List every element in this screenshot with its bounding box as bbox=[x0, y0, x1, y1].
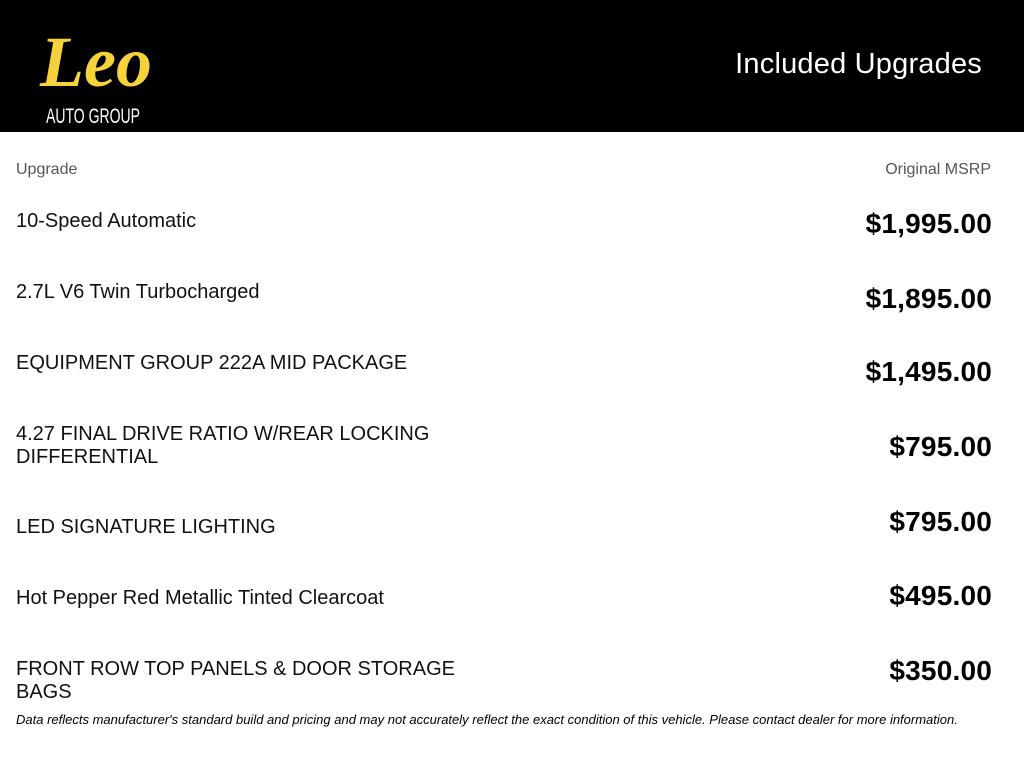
upgrade-price: $795.00 bbox=[889, 431, 992, 462]
header-bar bbox=[0, 0, 1024, 132]
upgrade-name: Hot Pepper Red Metallic Tinted Clearcoat bbox=[16, 587, 384, 609]
upgrade-price: $495.00 bbox=[889, 580, 992, 611]
upgrade-price: $1,895.00 bbox=[865, 283, 992, 314]
upgrade-column-header: Upgrade bbox=[16, 161, 78, 178]
msrp-column-header: Original MSRP bbox=[885, 161, 991, 178]
leo-auto-group-logo bbox=[36, 4, 152, 128]
upgrade-row bbox=[16, 654, 992, 714]
upgrade-name: 2.7L V6 Twin Turbocharged bbox=[16, 281, 260, 303]
disclaimer-text: Data reflects manufacturer's standard build and pricing and may not accurately reflect the exact condition of this vehicle. Please contact dealer for more information. bbox=[16, 712, 958, 727]
upgrade-price: $1,495.00 bbox=[865, 356, 992, 387]
upgrade-row bbox=[16, 208, 992, 268]
upgrade-row bbox=[16, 280, 992, 340]
upgrade-name: EQUIPMENT GROUP 222A MID PACKAGE bbox=[16, 352, 408, 374]
logo-auto-group-text: AUTO GROUP bbox=[46, 105, 140, 128]
upgrade-row bbox=[16, 580, 992, 640]
upgrade-row bbox=[16, 422, 992, 482]
upgrade-name: LED SIGNATURE LIGHTING bbox=[16, 516, 276, 538]
logo-leo-text: Leo bbox=[40, 22, 152, 102]
upgrade-price: $1,995.00 bbox=[865, 208, 992, 239]
page-title: Included Upgrades bbox=[735, 48, 982, 80]
upgrade-name: 4.27 FINAL DRIVE RATIO W/REAR LOCKING DIFFERENTIAL bbox=[16, 423, 430, 468]
upgrade-name: 10-Speed Automatic bbox=[16, 210, 197, 232]
upgrade-price: $350.00 bbox=[889, 655, 992, 686]
upgrade-row bbox=[16, 506, 992, 566]
upgrade-price: $795.00 bbox=[889, 506, 992, 537]
upgrade-row bbox=[16, 351, 992, 411]
upgrade-name: FRONT ROW TOP PANELS & DOOR STORAGE BAGS bbox=[16, 658, 455, 703]
